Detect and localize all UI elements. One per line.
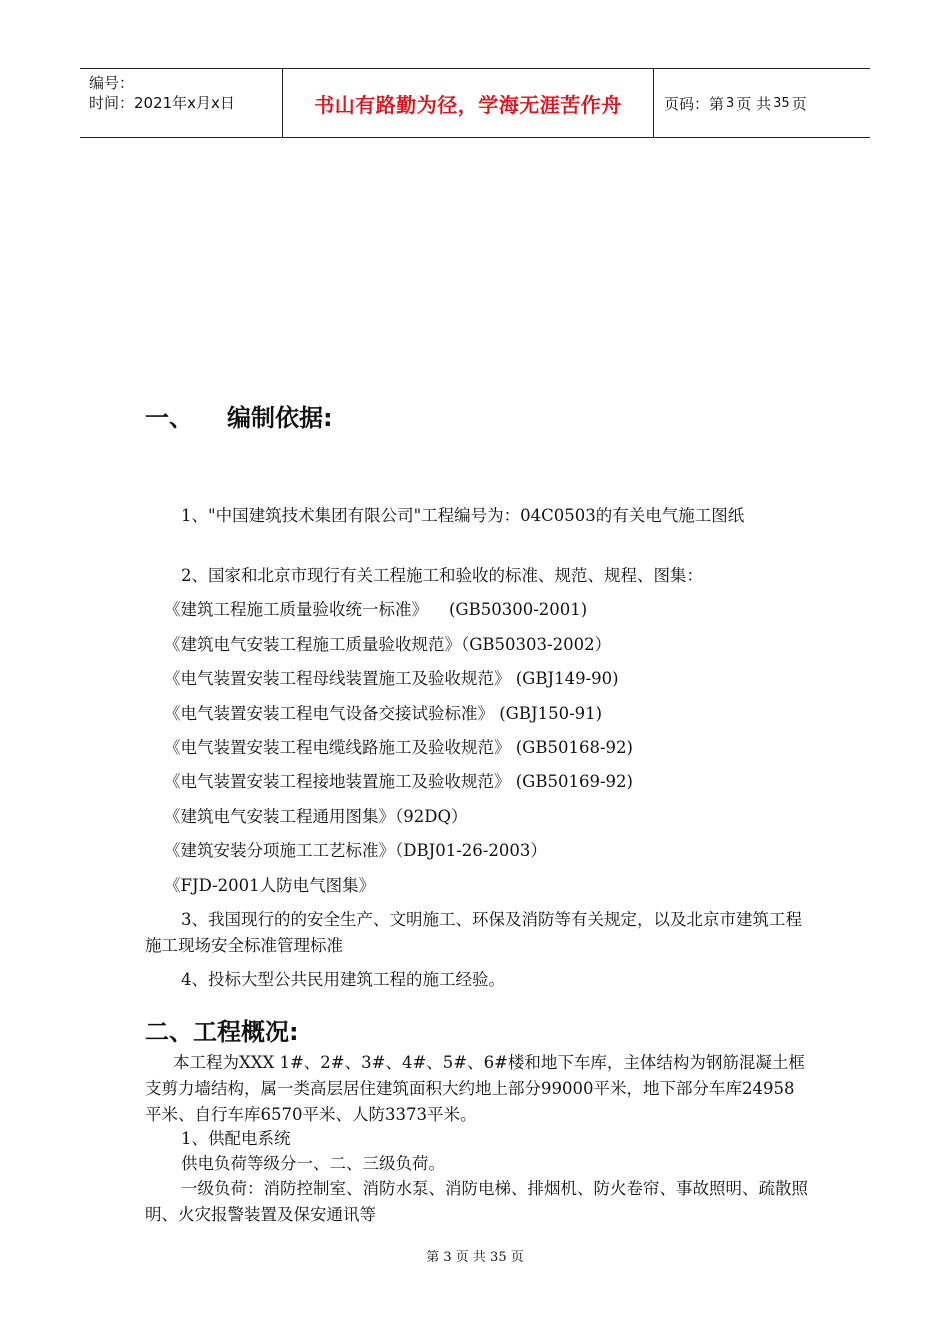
load-levels: 供电负荷等级分一、二、三级负荷。 (181, 1154, 445, 1173)
header-page-indicator (654, 69, 870, 137)
page-header (80, 68, 870, 138)
section1-heading-text: 编制依据: (227, 404, 333, 432)
level1-load: 一级负荷：消防控制室、消防水泵、消防电梯、排烟机、防火卷帘、事故照明、疏散照明、火灾报警装置及保安通讯等 (145, 1179, 808, 1224)
page-suffix: 页 (791, 94, 807, 113)
page-mid: 页 共 (736, 94, 772, 113)
basis-item-3: 3、我国现行的的安全生产、文明施工、环保及消防等有关规定，以及北京市建筑工程施工现场安全标准管理标准 (145, 910, 802, 955)
section1-heading (145, 398, 333, 433)
standard-ref: 《建筑电气安装工程通用图集》（92DQ） (164, 807, 468, 826)
header-motto-cell (282, 69, 654, 137)
section1-heading-num: 一、 (145, 404, 193, 432)
standard-ref: 《FJD-2001人防电气图集》 (164, 876, 376, 895)
standard-ref: 《建筑电气安装工程施工质量验收规范》（GB50303-2002） (164, 635, 612, 654)
standard-ref: 《建筑工程施工质量验收统一标准》 (GB50300-2001) (164, 600, 588, 619)
standard-ref: 《电气装置安装工程电缆线路施工及验收规范》 (GB50168-92) (164, 738, 633, 757)
standard-ref: 《电气装置安装工程接地装置施工及验收规范》 (GB50169-92) (164, 772, 633, 791)
basis-item-4: 4、投标大型公共民用建筑工程的施工经验。 (181, 970, 505, 989)
project-overview: 本工程为XXX 1#、2#、3#、4#、5#、6#楼和地下车库，主体结构为钢筋混凝土框支剪力墙结构，属一类高层居住建筑面积大约地上部分99000平米，地下部分车库24958平米、自行车库6570平米、人防3373平米。 (145, 1053, 805, 1124)
header-meta (80, 69, 282, 137)
header-motto: 书山有路勤为径，学海无涯苦作舟 (314, 92, 622, 117)
power-system-subheading: 1、供配电系统 (181, 1129, 291, 1148)
page-footer: 第 3 页 共 35 页 (426, 1250, 524, 1265)
section2-heading: 二、工程概况: (145, 1018, 299, 1046)
document-number-label: 编号： (89, 74, 135, 92)
page-total: 35 (773, 95, 790, 111)
standard-ref: 《建筑安装分项施工工艺标准》（DBJ01-26-2003） (164, 841, 547, 860)
standard-ref: 《电气装置安装工程母线装置施工及验收规范》 (GBJ149-90) (164, 669, 619, 688)
document-date: 时间：2021年x月x日 (89, 94, 235, 112)
standard-ref: 《电气装置安装工程电气设备交接试验标准》 (GBJ150-91) (164, 704, 603, 723)
page-current: 3 (726, 95, 735, 111)
page-prefix: 页码：第 (664, 94, 725, 113)
basis-item-2: 2、国家和北京市现行有关工程施工和验收的标准、规范、规程、图集： (181, 566, 703, 585)
basis-item-1: 1、"中国建筑技术集团有限公司"工程编号为：04C0503的有关电气施工图纸 (181, 506, 745, 525)
